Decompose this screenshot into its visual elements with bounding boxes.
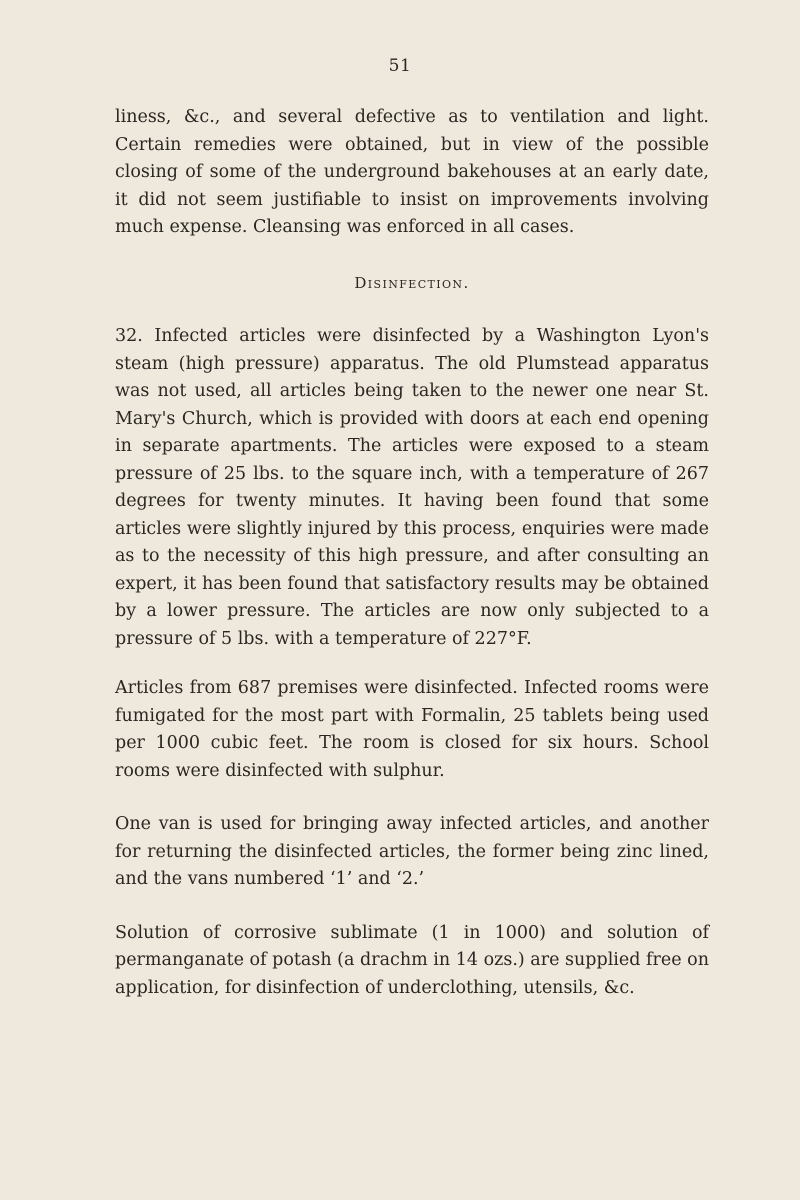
page-number: 51 [388,56,412,76]
section-heading-disinfection: Disinfection. [354,273,470,292]
paragraph-bakehouses: liness, &c., and several defective as to ventilation and light. Certain remedies were obtained, but in view of the possible closing of some of the underground bakehouses at an early date, it did not seem justifiable to insist on improvements involving much expense. Cleansing was enforced in all cases. [115,107,709,237]
paragraph-steam-apparatus: 32. Infected articles were disinfected by a Washington Lyon's steam (high pressure) apparatus. The old Plumstead apparatus was not used, all articles being taken to the newer one near St. Mary's Church, which is provided with doors at each end opening in separate apartments. The articles were exposed to a steam pressure of 25 lbs. to the square inch, with a temperature of 267 degrees for twenty minutes. It having been found that some articles were slightly injured by this process, enquiries were made as to the necessity of this high pressure, and after consulting an expert, it has been found that satisfactory results may be obtained by a lower pressure. The articles are now only subjected to a pressure of 5 lbs. with a temperature of 227°F. [115,326,709,649]
paragraph-vans: One van is used for bringing away infected articles, and another for returning the disinfected articles, the former being zinc lined, and the vans numbered ‘1’ and ‘2.’ [115,814,709,889]
body-text [115,104,709,1002]
paragraph-solutions: Solution of corrosive sublimate (1 in 1000) and solution of permanganate of potash (a drachm in 14 ozs.) are supplied free on application, for disinfection of underclothing, utensils, &c. [115,922,709,998]
paragraph-premises-disinfected: Articles from 687 premises were disinfected. Infected rooms were fumigated for the most part with Formalin, 25 tablets being used per 1000 cubic feet. The room is closed for six hours. School rooms were disinfected with sulphur. [115,678,709,781]
